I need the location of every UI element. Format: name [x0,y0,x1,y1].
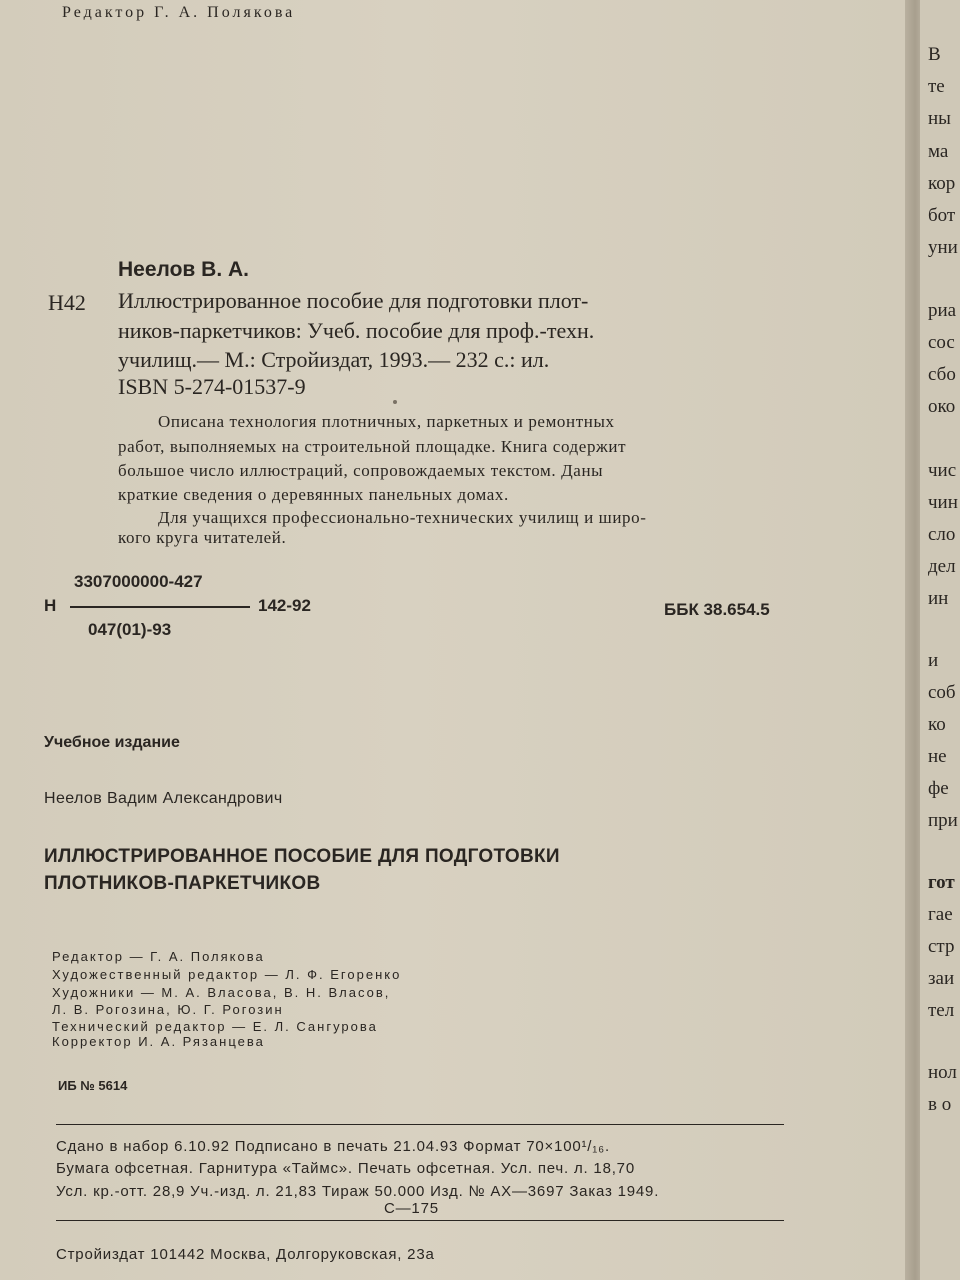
imprint-line: Усл. кр.-отт. 28,9 Уч.-изд. л. 21,83 Тираж 50.000 Изд. № АХ—3697 Заказ 1949. [56,1183,660,1200]
facing-page-fragment: стр [928,936,955,957]
facing-page-fragment: дел [928,556,956,577]
facing-page-fragment: при [928,810,958,831]
staff-line: Редактор — Г. А. Полякова [52,949,265,964]
index-fraction-bar [70,606,250,608]
imprint-bottom-rule [56,1220,784,1221]
facing-page-fragment: заи [928,968,955,989]
publisher-address: Стройиздат 101442 Москва, Долгоруковская, 23а [56,1246,435,1263]
staff-line: Художники — М. А. Власова, В. Н. Власов, [52,985,391,1000]
facing-page-fragment: ма [928,141,949,162]
facing-page-fragment: сос [928,332,955,353]
book-title-line: ПЛОТНИКОВ-ПАРКЕТЧИКОВ [44,873,321,894]
facing-page-fragment: ко [928,714,946,735]
facing-page-fragment: гае [928,904,953,925]
facing-page-fragment: те [928,76,945,97]
annotation-line: работ, выполняемых на строительной площадке. Книга содержит [118,437,627,456]
imprint-line: Сдано в набор 6.10.92 Подписано в печать 21.04.93 Формат 70×100¹/₁₆. [56,1138,610,1155]
facing-page-fragment: тел [928,1000,955,1021]
facing-page-fragment: ны [928,108,951,129]
facing-page-fragment: ин [928,588,949,609]
staff-line: Технический редактор — Е. Л. Сангурова [52,1019,378,1034]
annotation-line: Описана технология плотничных, паркетных и ремонтных [158,412,615,431]
imprint-top-rule [56,1124,784,1125]
facing-page-fragment: фе [928,778,949,799]
annotation-line: кого круга читателей. [118,528,287,547]
annotation-line: краткие сведения о деревянных панельных домах. [118,485,509,504]
bbk-code: ББК 38.654.5 [664,600,770,619]
bibliographic-description-line: ников-паркетчиков: Учеб. пособие для проф.-техн. [118,318,595,343]
bibliographic-description-line: Иллюстрированное пособие для подготовки плот- [118,288,589,313]
index-number: 142-92 [258,596,311,615]
facing-page-fragment: гот [928,872,955,893]
facing-page-fragment: бот [928,205,956,226]
top-editor-line: Редактор Г. А. Полякова [62,4,296,21]
book-title-line: ИЛЛЮСТРИРОВАННОЕ ПОСОБИЕ ДЛЯ ПОДГОТОВКИ [44,846,560,867]
facing-page-fragment: В [928,44,941,65]
facing-page-fragment: сбо [928,364,956,385]
annotation-line: большое число иллюстраций, сопровождаемых текстом. Даны [118,461,604,480]
bibliographic-description-line: училищ.— М.: Стройиздат, 1993.— 232 с.: ил. [118,347,550,372]
annotation-line: Для учащихся профессионально-технических училищ и широ- [158,508,647,527]
facing-page-fragment: чин [928,492,958,513]
series-label: Учебное издание [44,734,180,751]
facing-page-fragment: в о [928,1094,952,1115]
facing-page-fragment: и [928,650,939,671]
author-heading: Неелов В. А. [118,258,249,281]
author-full-name: Неелов Вадим Александрович [44,790,283,807]
staff-line: Л. В. Рогозина, Ю. Г. Рогозин [52,1002,284,1017]
staff-line: Корректор И. А. Рязанцева [52,1034,265,1049]
isbn: ISBN 5-274-01537-9 [118,374,306,399]
facing-page-fragment: чис [928,460,957,481]
index-letter: Н [44,596,57,615]
index-numerator: 3307000000-427 [74,572,203,591]
facing-page-fragment: соб [928,682,956,703]
facing-page-fragment: нол [928,1062,957,1083]
paper-speck [393,400,397,404]
facing-page-edge [920,0,960,1280]
facing-page-fragment: око [928,396,956,417]
catalog-code: Н42 [48,290,86,315]
facing-page-fragment: риа [928,300,957,321]
facing-page-fragment: сло [928,524,956,545]
index-denominator: 047(01)-93 [88,620,172,639]
facing-page-fragment: кор [928,173,956,194]
facing-page-fragment: уни [928,237,958,258]
ib-number: ИБ № 5614 [58,1078,128,1093]
imprint-line: Бумага офсетная. Гарнитура «Таймс». Печать офсетная. Усл. печ. л. 18,70 [56,1160,635,1177]
imprint-code: С—175 [384,1200,439,1217]
facing-page-fragment: не [928,746,947,767]
staff-line: Художественный редактор — Л. Ф. Егоренко [52,967,402,982]
